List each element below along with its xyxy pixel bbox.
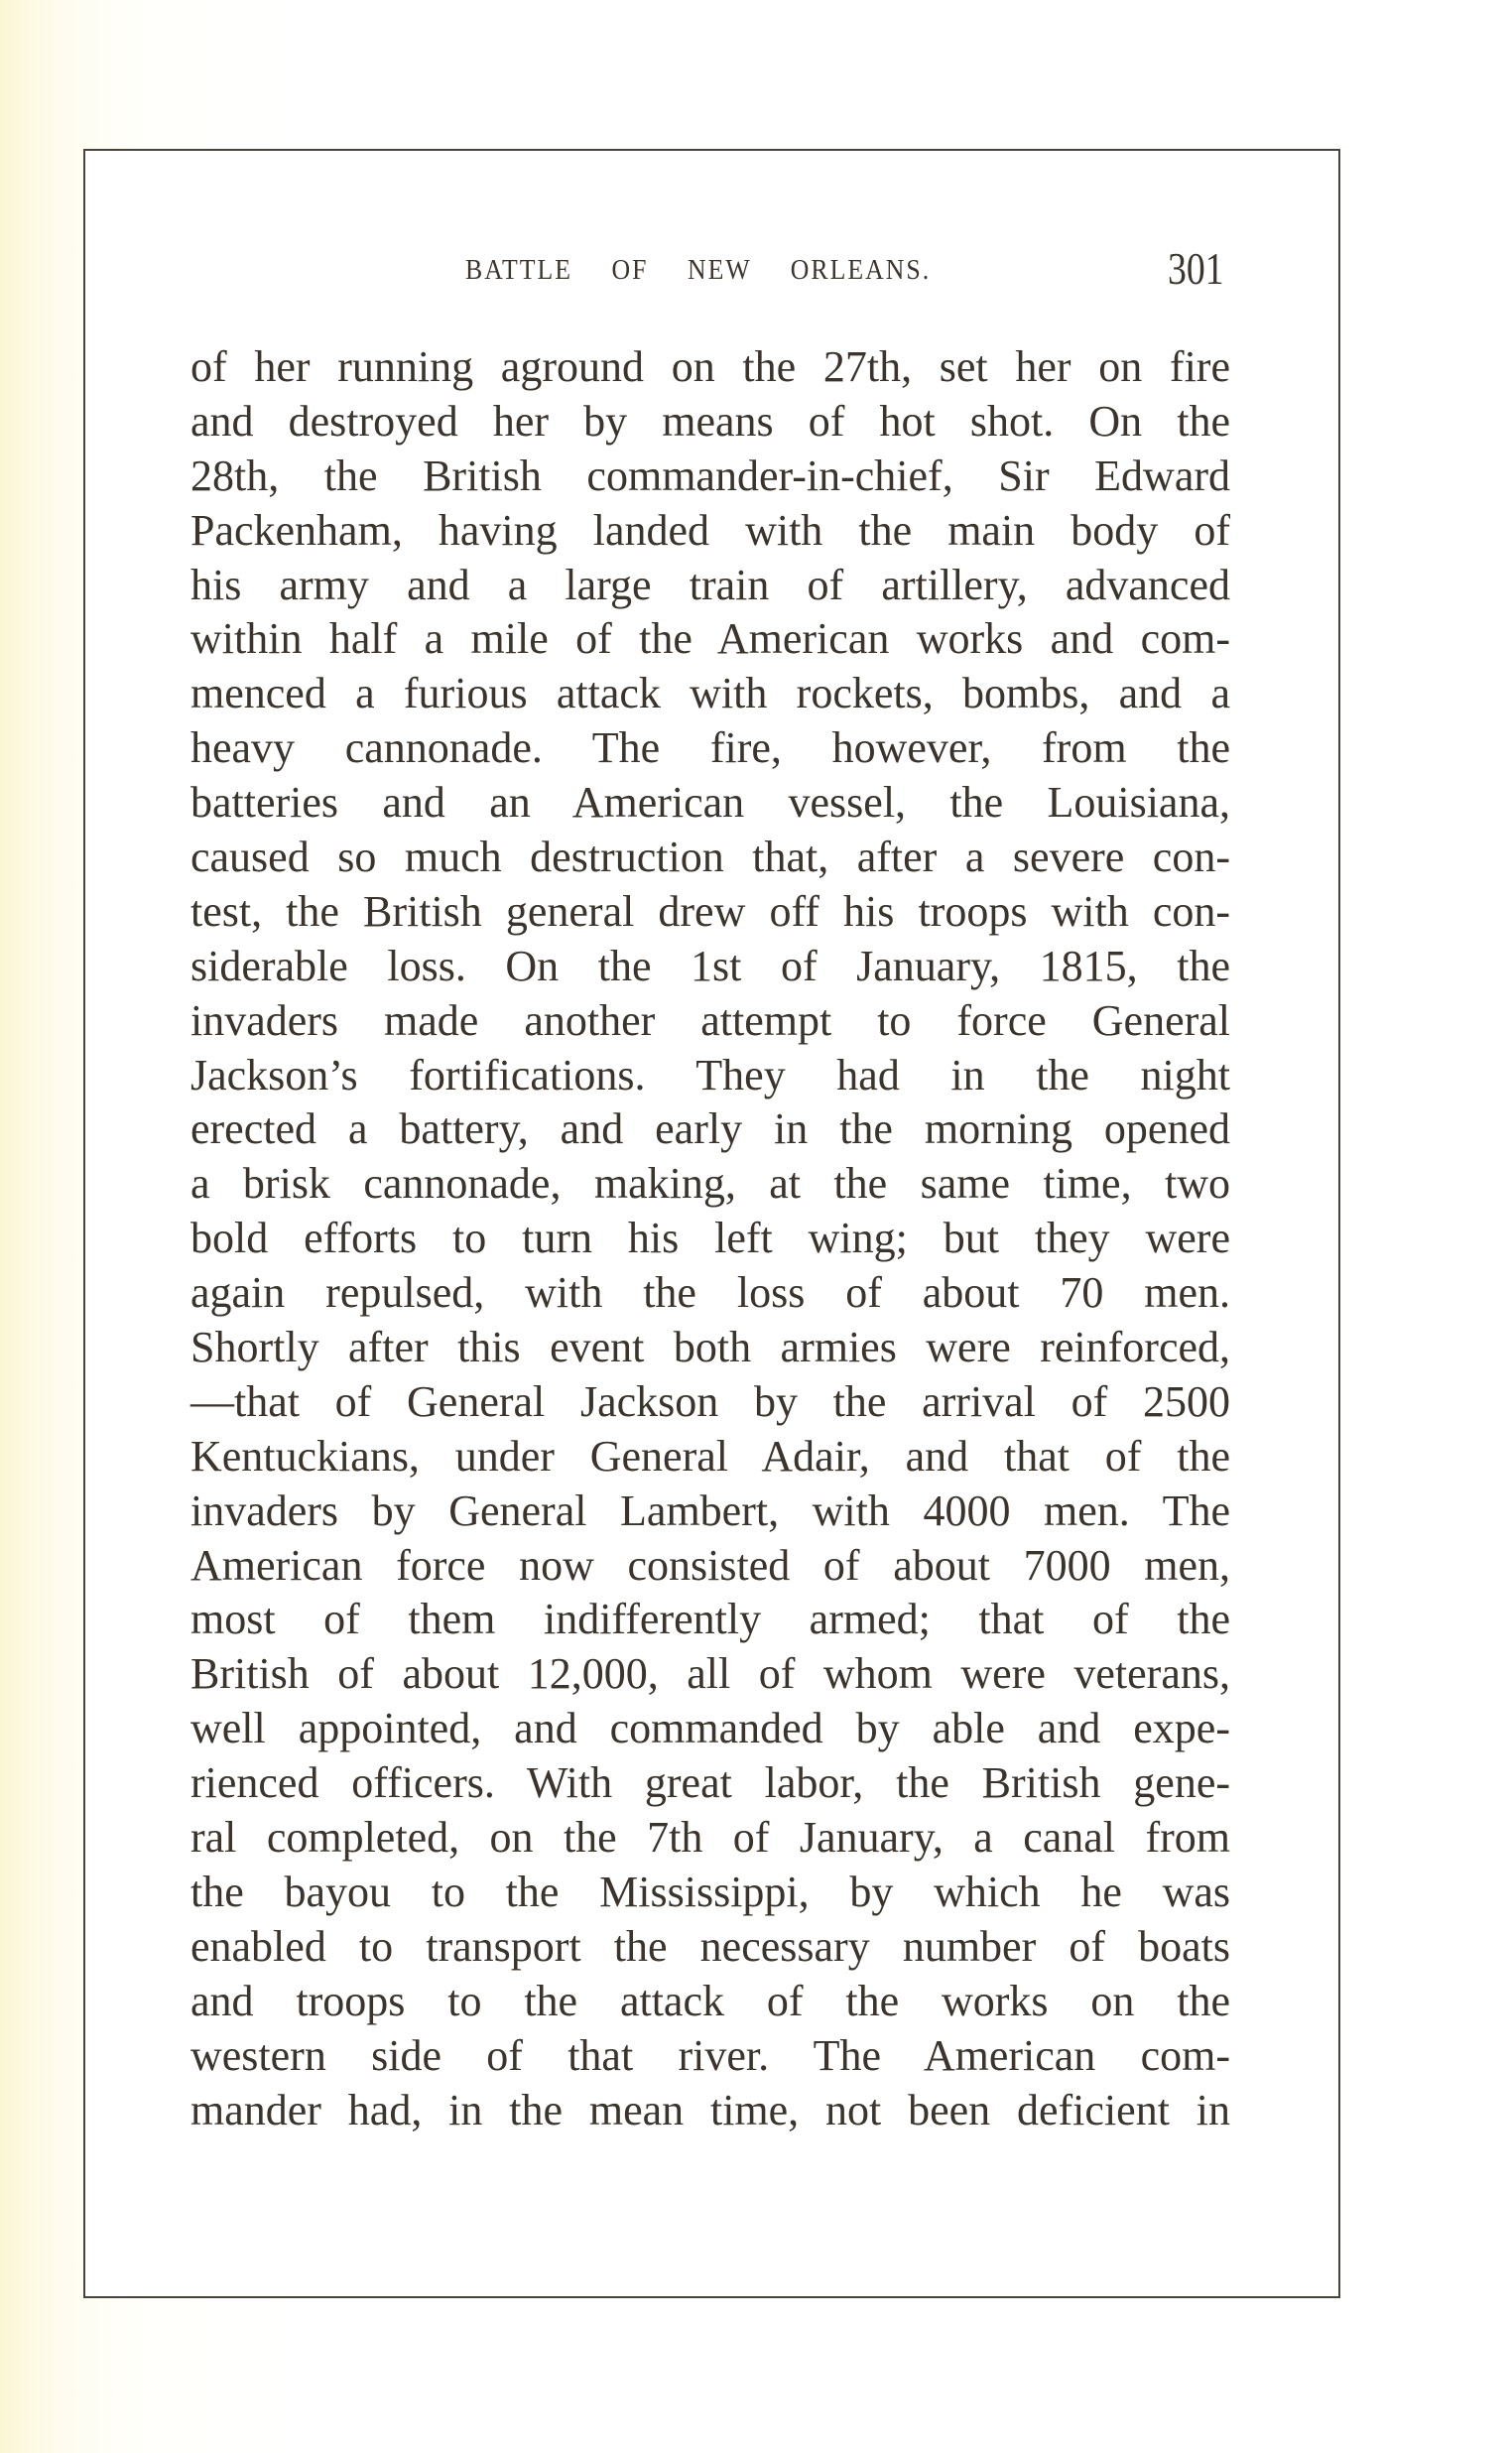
text-line: Packenham, having landed with the main body of bbox=[190, 505, 1230, 555]
text-line: the bayou to the Mississippi, by which he was bbox=[190, 1867, 1230, 1916]
text-line: American force now consisted of about 7000 men, bbox=[190, 1540, 1230, 1590]
text-line: his army and a large train of artillery, advanced bbox=[190, 560, 1230, 609]
text-line: invaders by General Lambert, with 4000 men. The bbox=[190, 1485, 1230, 1535]
text-line: test, the British general drew off his troops with con- bbox=[190, 886, 1230, 936]
text-line: enabled to transport the necessary number of boats bbox=[190, 1921, 1230, 1971]
text-line: and destroyed her by means of hot shot. On the bbox=[190, 396, 1230, 446]
text-line: batteries and an American vessel, the Louisiana, bbox=[190, 778, 1230, 828]
text-line: heavy cannonade. The fire, however, from the bbox=[190, 723, 1230, 773]
text-line: well appointed, and commanded by able and expe- bbox=[190, 1704, 1230, 1753]
text-line: and troops to the attack of the works on the bbox=[190, 1976, 1230, 2025]
text-line: Kentuckians, under General Adair, and that of the bbox=[190, 1431, 1230, 1481]
text-line: most of them indifferently armed; that of the bbox=[190, 1595, 1230, 1644]
text-line: bold efforts to turn his left wing; but they were bbox=[190, 1214, 1230, 1263]
text-line: caused so much destruction that, after a severe con- bbox=[190, 833, 1230, 882]
text-line: within half a mile of the American works and com- bbox=[190, 614, 1230, 664]
running-head-title: BATTLE OF NEW ORLEANS. bbox=[465, 255, 932, 286]
text-line: siderable loss. On the 1st of January, 1815, the bbox=[190, 941, 1230, 990]
page-number: 301 bbox=[1168, 243, 1224, 294]
text-line: Jackson’s fortifications. They had in the night bbox=[190, 1050, 1230, 1099]
text-line: of her running aground on the 27th, set her on fire bbox=[190, 342, 1230, 391]
text-line: mander had, in the mean time, not been deficient in bbox=[190, 2085, 1230, 2134]
text-line: 28th, the British commander-in-chief, Sir Edward bbox=[190, 451, 1230, 500]
text-line: menced a furious attack with rockets, bombs, and a bbox=[190, 669, 1230, 718]
text-line: western side of that river. The American com- bbox=[190, 2030, 1230, 2080]
text-line: invaders made another attempt to force General bbox=[190, 995, 1230, 1045]
text-line: rienced officers. With great labor, the British gene- bbox=[190, 1758, 1230, 1808]
text-line: a brisk cannonade, making, at the same time, two bbox=[190, 1159, 1230, 1209]
text-line: again repulsed, with the loss of about 70 men. bbox=[190, 1268, 1230, 1318]
text-line: erected a battery, and early in the morning opened bbox=[190, 1104, 1230, 1154]
text-line: —that of General Jackson by the arrival of 2500 bbox=[190, 1376, 1230, 1426]
text-line: Shortly after this event both armies were reinforced, bbox=[190, 1323, 1230, 1372]
body-paragraph bbox=[190, 340, 1230, 2137]
text-line: ral completed, on the 7th of January, a canal from bbox=[190, 1813, 1230, 1863]
text-line: British of about 12,000, all of whom were veterans, bbox=[190, 1649, 1230, 1699]
